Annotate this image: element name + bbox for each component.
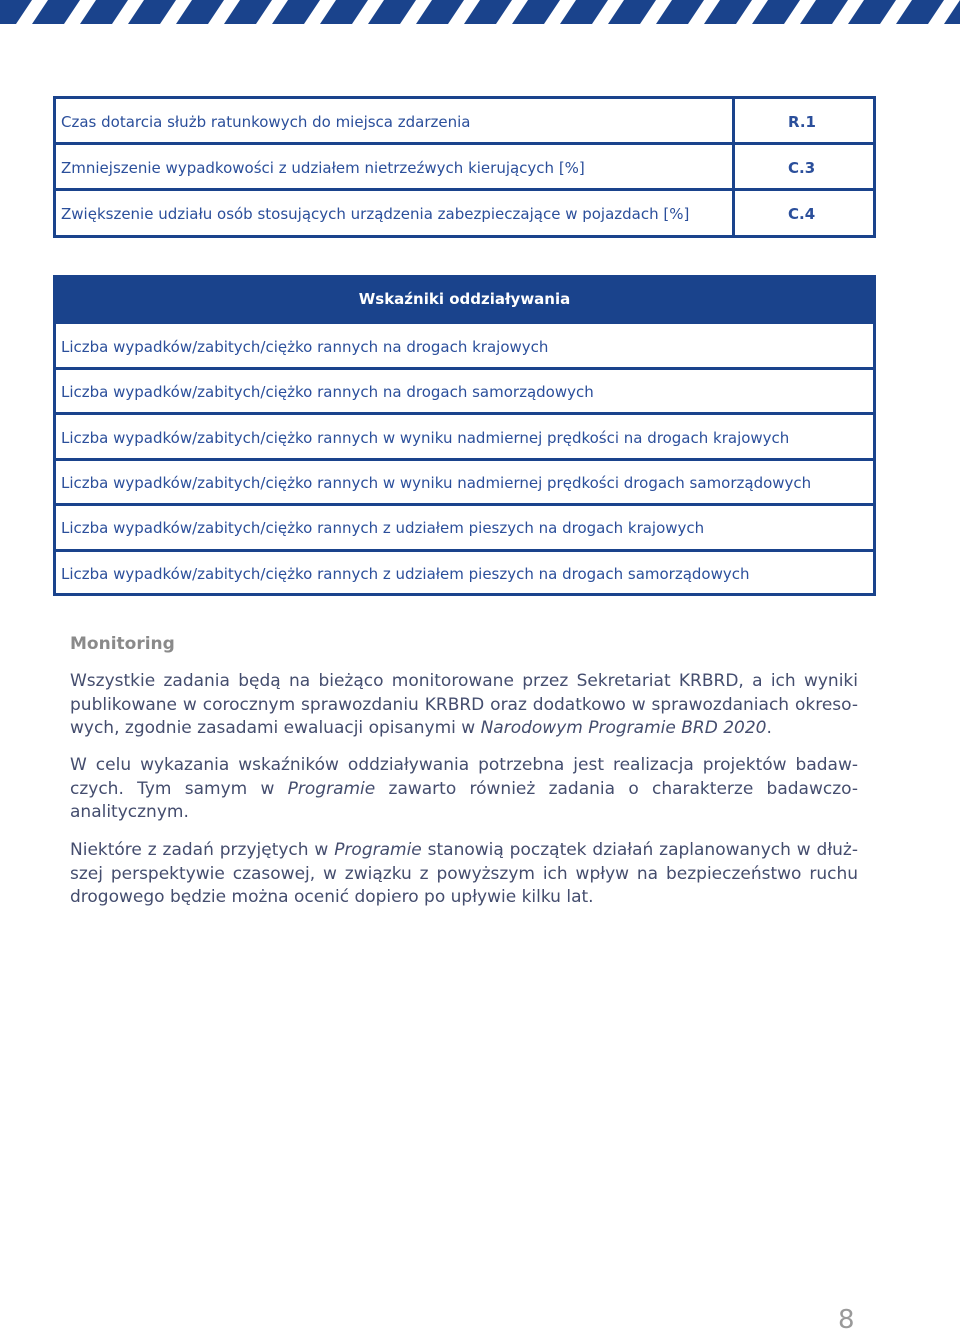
indicator-code: C.4 [788,205,816,223]
paragraph-line: publikowane w corocznym sprawozdaniu KRBRD oraz dodatkowo w sprawozdaniach okreso- [70,694,858,715]
table-row [56,99,873,145]
row-divider [56,412,873,415]
paragraph-line [70,778,858,802]
impact-indicators-table [53,275,876,596]
paragraph-line: Wszystkie zadania będą na bieżąco monitorowane przez Sekretariat KRBRD, a ich wyniki [70,671,858,691]
table-row: Liczba wypadków/zabitych/ciężko rannych z udziałem pieszych na drogach samorządowych [61,565,750,583]
row-divider [56,367,873,370]
table-row: Liczba wypadków/zabitych/ciężko rannych z udziałem pieszych na drogach krajowych [61,519,705,537]
paragraph-line: analitycznym. [70,802,189,822]
text-run: Niektóre z zadań przyjętych w [70,840,335,860]
paragraph-3 [70,839,858,910]
italic-title: Programie [334,840,422,860]
indicators-table [53,96,876,238]
indicator-code: C.3 [788,159,816,177]
row-divider [56,549,873,552]
section-heading: Monitoring [70,634,175,654]
decorative-stripe-bar [0,0,960,24]
paragraph-1 [70,670,858,741]
indicator-label: Czas dotarcia służb ratunkowych do miejsca zdarzenia [61,113,471,131]
table-row: Liczba wypadków/zabitych/ciężko rannych na drogach samorządowych [61,383,594,401]
row-divider [56,503,873,506]
paragraph-line: drogowego będzie można ocenić dopiero po upływie kilku lat. [70,887,594,907]
text-run: stanowią początek działań zaplanowanych w dłuż- [421,840,858,860]
paragraph-line: szej perspektywie czasowej, w związku z powyższym ich wpływ na bezpieczeństwo ruchu [70,863,858,884]
table-row [56,145,873,191]
text-run: wych, zgodnie zasadami ewaluacji opisanymi w [70,718,481,738]
indicator-label: Zwiększenie udziału osób stosujących urządzenia zabezpieczające w pojazdach [%] [61,205,690,223]
paragraph-2 [70,754,858,825]
table-row: Liczba wypadków/zabitych/ciężko rannych w wyniku nadmiernej prędkości na drogach krajowych [61,429,790,447]
table-header-title: Wskaźniki oddziaływania [358,290,571,308]
paragraph-line [70,839,858,863]
italic-title: Programie [287,778,376,799]
table-header [56,278,873,321]
row-divider [56,458,873,461]
paragraph-line: W celu wykazania wskaźników oddziaływania potrzebna jest realizacja projektów badaw- [70,755,858,775]
stripe-pattern-icon [0,0,960,24]
table-row: Liczba wypadków/zabitych/ciężko rannych w wyniku nadmiernej prędkości drogach samorządowych [61,474,812,492]
page-number: 8 [838,1305,855,1335]
text-run: zawarto również zadania o charakterze badawczo- [375,778,858,799]
table-row [56,191,873,237]
table-row: Liczba wypadków/zabitych/ciężko rannych na drogach krajowych [61,338,549,356]
paragraph-line [70,717,858,741]
indicator-code: R.1 [788,113,816,131]
row-divider [56,321,873,324]
indicator-label: Zmniejszenie wypadkowości z udziałem nietrzeźwych kierujących [%] [61,159,585,177]
text-run: . [766,718,772,738]
text-run: czych. Tym samym w [70,778,288,799]
italic-title: Narodowym Programie BRD 2020 [480,718,767,738]
